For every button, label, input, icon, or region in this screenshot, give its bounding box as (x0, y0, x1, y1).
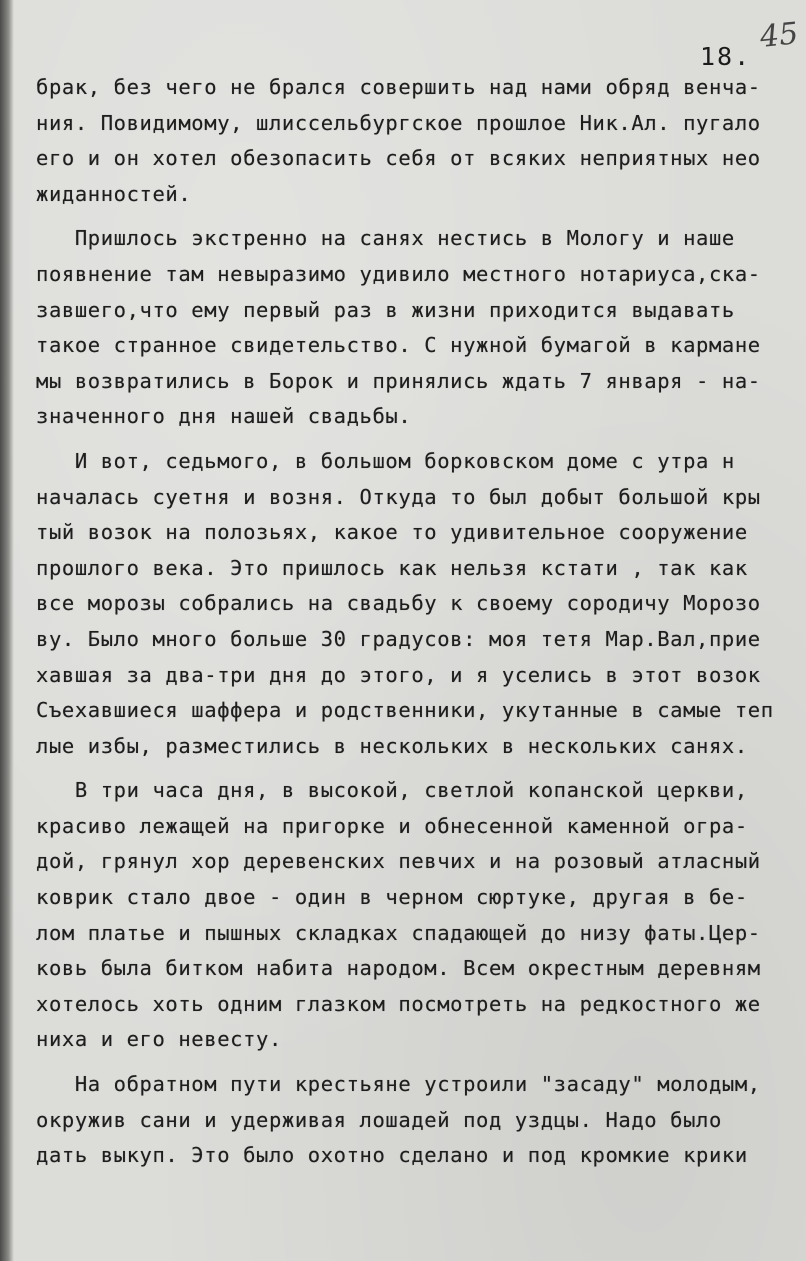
text-line: появнение там невыразимо удивило местного нотариуса,ска- (36, 261, 761, 286)
text-line: красиво лежащей на пригорке и обнесенной каменной огра- (36, 813, 748, 838)
page-binding-edge (0, 0, 14, 1261)
paragraph (36, 221, 786, 435)
text-line: Пришлось экстренно на санях нестись в Мологу и наше (36, 226, 735, 251)
text-line: лые избы, разместились в нескольких в нескольких санях. (36, 733, 748, 758)
text-line: началась суетня и возня. Откуда то был добыт большой кры (36, 484, 761, 509)
text-line: дой, грянул хор деревенских певчих и на розовый атласный (36, 849, 761, 874)
text-line: тый возок на полозьях, какое то удивительное сооружение (36, 520, 748, 545)
page-number: 18. (700, 42, 752, 71)
paragraph (36, 444, 786, 764)
text-line: значенного дня нашей свадьбы. (36, 404, 412, 429)
text-line: В три часа дня, в высокой, светлой копанской церкви, (36, 778, 748, 803)
text-line: ву. Было много больше 30 градусов: моя тетя Мар.Вал,прие (36, 626, 761, 651)
text-line: такое странное свидетельство. С нужной бумагой в кармане (36, 333, 761, 358)
text-line: дать выкуп. Это было охотно сделано и под кромкие крики (36, 1143, 748, 1168)
text-line: ковь была битком набита народом. Всем окрестным деревням (36, 956, 761, 981)
paragraph (36, 1067, 786, 1174)
text-line: окружив сани и удерживая лошадей под уздцы. Надо было (36, 1107, 722, 1132)
text-line: ния. Повидимому, шлиссельбургское прошлое Ник.Ал. пугало (36, 110, 761, 135)
text-line: ниха и его невесту. (36, 1027, 282, 1052)
text-line: мы возвратились в Борок и принялись ждать 7 января - на- (36, 368, 761, 393)
text-line: И вот, седьмого, в большом борковском доме с утра н (36, 448, 735, 473)
text-line: жиданностей. (36, 181, 192, 206)
text-line: На обратном пути крестьяне устроили "засаду" молодым, (36, 1072, 761, 1097)
document-body (36, 70, 786, 1174)
text-line: завшего,что ему первый раз в жизни приходится выдавать (36, 297, 735, 322)
text-line: Съехавшиеся шаффера и родственники, укутанные в самые теп (36, 698, 774, 723)
text-line: брак, без чего не брался совершить над нами обряд венча- (36, 75, 761, 99)
text-line: прошлого века. Это пришлось как нельзя кстати , так как (36, 555, 748, 580)
text-line: лом платье и пышных складках спадающей до низу фаты.Цер- (36, 920, 761, 945)
text-line: хавшая за два-три дня до этого, и я уселись в этот возок (36, 662, 761, 687)
text-line: коврик стало двое - один в черном сюртуке, другая в бе- (36, 885, 748, 910)
paragraph (36, 773, 786, 1058)
text-line: хотелось хоть одним глазком посмотреть на редкостного же (36, 991, 761, 1016)
handwritten-archive-number: 45 (758, 16, 800, 55)
text-line: все морозы собрались на свадьбу к своему сородичу Морозо (36, 591, 761, 616)
paragraph (36, 70, 786, 212)
text-line: его и он хотел обезопасить себя от всяких неприятных нео (36, 146, 761, 171)
